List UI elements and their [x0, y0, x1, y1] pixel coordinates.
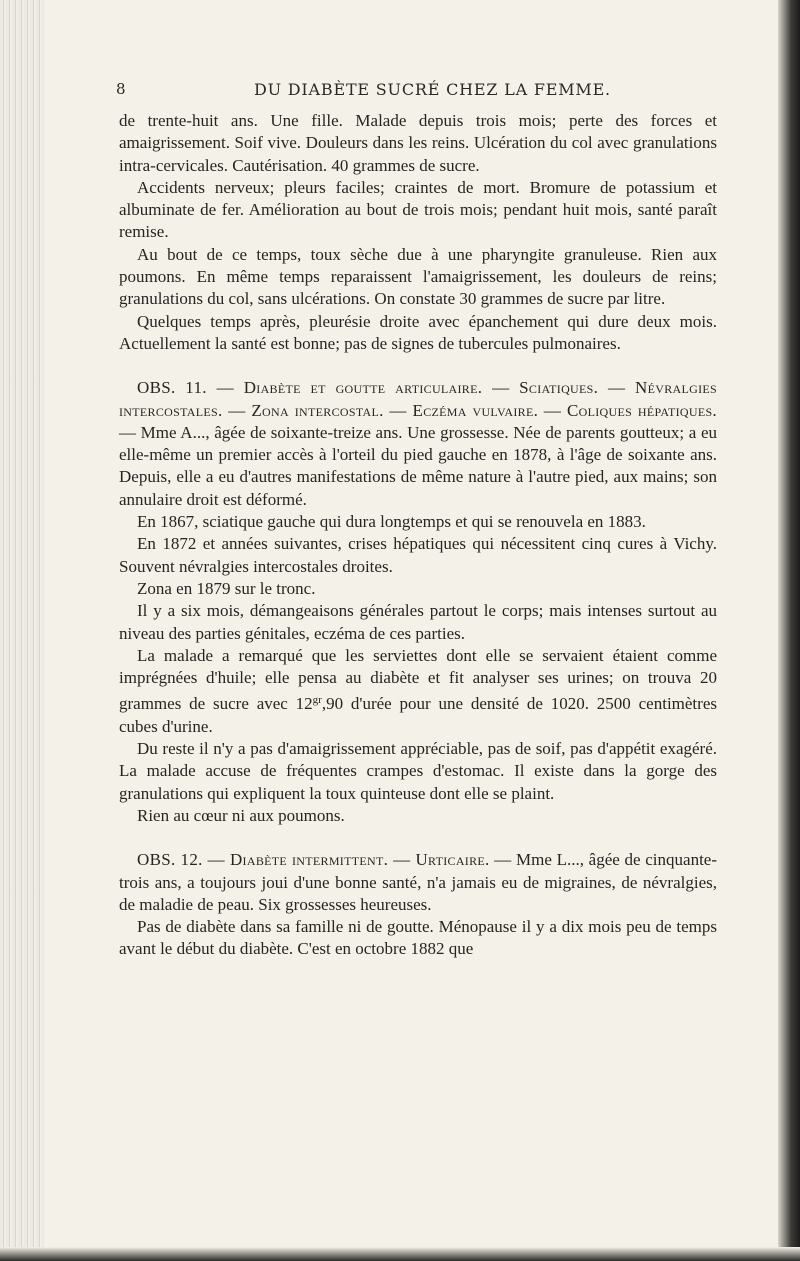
observation-text: — Mme A..., âgée de soixante-treize ans. Une grossesse. Née de parents goutteux; a eu elle-même un premier accès à l'orteil du pied gauche en 1878, à l'âge de soixante ans. Depuis, elle a eu d'autres manifestations de même nature à l'autre pied, aux mains; son annulaire droit est déformé.: [119, 422, 717, 509]
paragraph: Du reste il n'y a pas d'amaigrissement appréciable, pas de soif, pas d'appétit exagéré. La malade accuse de fréquentes crampes d'estomac. Il existe dans la gorge des granulations qui expliquent la toux quinteuse dont elle se plaint.: [119, 739, 717, 803]
binding-edge: [0, 0, 44, 1261]
paragraph: [119, 645, 717, 738]
paragraph: Quelques temps après, pleurésie droite avec épanchement qui dure deux mois. Actuellement la santé est bonne; pas de signes de tubercules pulmonaires.: [119, 311, 717, 353]
observation-11: [119, 377, 717, 511]
paragraph: En 1872 et années suivantes, crises hépatiques qui nécessitent cinq cures à Vichy. Souvent névralgies intercostales droites.: [119, 534, 717, 576]
page-edge-shadow: [778, 0, 800, 1261]
paragraph: Zona en 1879 sur le tronc.: [137, 578, 316, 598]
page-bottom-shadow: [0, 1247, 800, 1261]
paragraph-text: ,90 d'urée pour une densité de 1020. 2500 centimètres cubes d'urine.: [119, 694, 717, 736]
paragraph: Pas de diabète dans sa famille ni de goutte. Ménopause il y a dix mois peu de temps avant le début du diabète. C'est en octobre 1882 que: [119, 917, 717, 959]
paragraph-text: La malade a remarqué que les serviettes dont elle se servaient étaient comme imprégnées d'huile; elle pensa au diabète et fit analyser ses urines; on trouva 20 grammes de sucre avec 12: [119, 645, 717, 714]
observation-12: [119, 849, 717, 916]
page-number: 8: [116, 80, 126, 98]
paragraph: En 1867, sciatique gauche qui dura longtemps et qui se renouvela en 1883.: [137, 512, 646, 532]
observation-title: OBS. 12. — Diabète intermittent. — Urticaire.: [137, 850, 490, 870]
paragraph: Rien au cœur ni aux poumons.: [137, 805, 345, 825]
observation-text: — Mme L..., âgée de cinquante-trois ans, a toujours joui d'une bonne santé, n'a jamais eu de migraines, de névralgies, de maladie de peau. Six grossesses heureuses.: [119, 850, 717, 914]
paragraph: de trente-huit ans. Une fille. Malade depuis trois mois; perte des forces et amaigrissement. Soif vive. Douleurs dans les reins. Ulcération du col avec granulations intra-cervicales. Cautérisation. 40 grammes de sucre.: [119, 111, 717, 175]
paragraph: Au bout de ce temps, toux sèche due à une pharyngite granuleuse. Rien aux poumons. En même temps reparaissent l'amaigrissement, les douleurs de reins; granulations du col, sans ulcérations. On constate 30 grammes de sucre par litre.: [119, 244, 717, 309]
running-title: DU DIABÈTE SUCRÉ CHEZ LA FEMME.: [254, 80, 611, 99]
observation-title: OBS. 11. — Diabète et goutte articulaire. — Sciatiques. — Névralgies intercostales. — Zona intercostal. — Eczéma vulvaire. — Coliques hépatiques.: [119, 378, 717, 420]
paragraph: Il y a six mois, démangeaisons générales partout le corps; mais intenses surtout au niveau des parties génitales, eczéma de ces parties.: [119, 601, 717, 643]
running-header: [116, 80, 716, 106]
paragraph: Accidents nerveux; pleurs faciles; craintes de mort. Bromure de potassium et albuminate de fer. Amélioration au bout de trois mois; pendant huit mois, santé paraît remise.: [119, 177, 717, 242]
superscript-unit: gr: [312, 694, 322, 707]
page-body: [119, 110, 717, 961]
